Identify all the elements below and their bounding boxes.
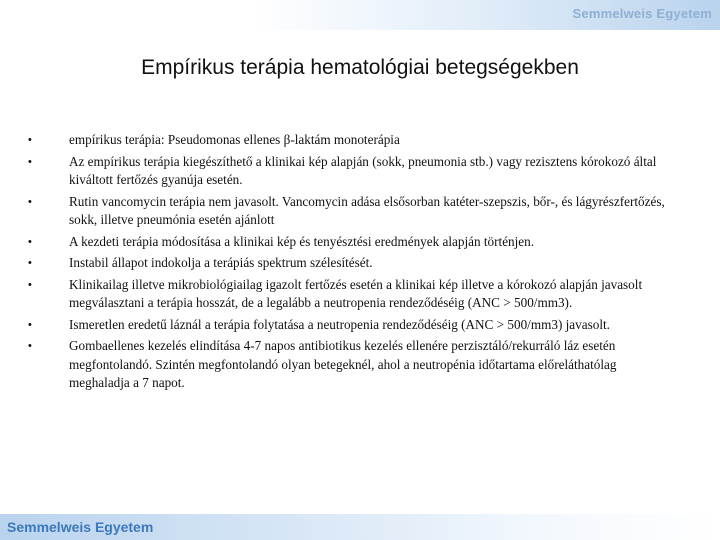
bullet-item <box>28 276 678 313</box>
bullet-text: A kezdeti terápia módosítása a klinikai kép és tenyésztési eredmények alapján történjen. <box>69 233 535 249</box>
bullet-icon: • <box>28 340 32 352</box>
bullet-text: Ismeretlen eredetű láznál a terápia folytatása a neutropenia rendeződéséig (ANC > 500/mm3) javasolt. <box>69 316 610 332</box>
bullet-list <box>28 131 678 396</box>
bullet-item <box>28 153 678 190</box>
bullet-item <box>28 233 678 252</box>
bullet-text: Rutin vancomycin terápia nem javasolt. Vancomycin adása elsősorban katéter-szepszis, bőr-, és lágyrészfertőzés, sokk, illetve pneumónia esetén ajánlott <box>69 193 665 227</box>
bullet-text: Gombaellenes kezelés elindítása 4-7 napos antibiotikus kezelés ellenére perzisztáló/rekurráló láz esetén megfontolandó. Szintén megfontolandó olyan betegeknél, ahol a neutropénia időtartama előreláthatólag meghaladja a 7 napot. <box>69 338 617 390</box>
bullet-item <box>28 337 678 393</box>
bullet-item <box>28 131 678 150</box>
slide-title: Empírikus terápia hematológiai betegségekben <box>141 56 579 79</box>
bullet-item <box>28 316 678 335</box>
bullet-item <box>28 193 678 230</box>
bullet-icon: • <box>28 257 32 269</box>
bullet-text: empírikus terápia: Pseudomonas ellenes β-laktám monoterápia <box>69 132 400 147</box>
header-band <box>0 0 720 30</box>
bullet-text: Instabil állapot indokolja a terápiás spektrum szélesítését. <box>69 255 373 270</box>
bullet-icon: • <box>28 134 32 146</box>
bullet-icon: • <box>28 318 32 331</box>
footer-band <box>0 514 720 540</box>
bullet-text: Az empírikus terápia kiegészíthető a klinikai kép alapján (sokk, pneumonia stb.) vagy rezisztens kórokozó által kiváltott fertőzés gyanúja esetén. <box>69 153 657 187</box>
bullet-text: Klinikailag illetve mikrobiológiailag igazolt fertőzés esetén a klinikai kép illetve a kórokozó alapján javasolt megválasztani a terápia hosszát, de a legalább a neutropenia rendeződéséig (ANC > 500/mm3). <box>69 276 643 310</box>
bullet-icon: • <box>28 278 32 291</box>
footer-brand-text: Semmelweis Egyetem <box>7 519 154 535</box>
header-brand-text: Semmelweis Egyetem <box>572 6 712 21</box>
bullet-icon: • <box>28 155 32 168</box>
bullet-icon: • <box>28 195 32 208</box>
bullet-icon: • <box>28 235 32 248</box>
bullet-item <box>28 254 678 273</box>
